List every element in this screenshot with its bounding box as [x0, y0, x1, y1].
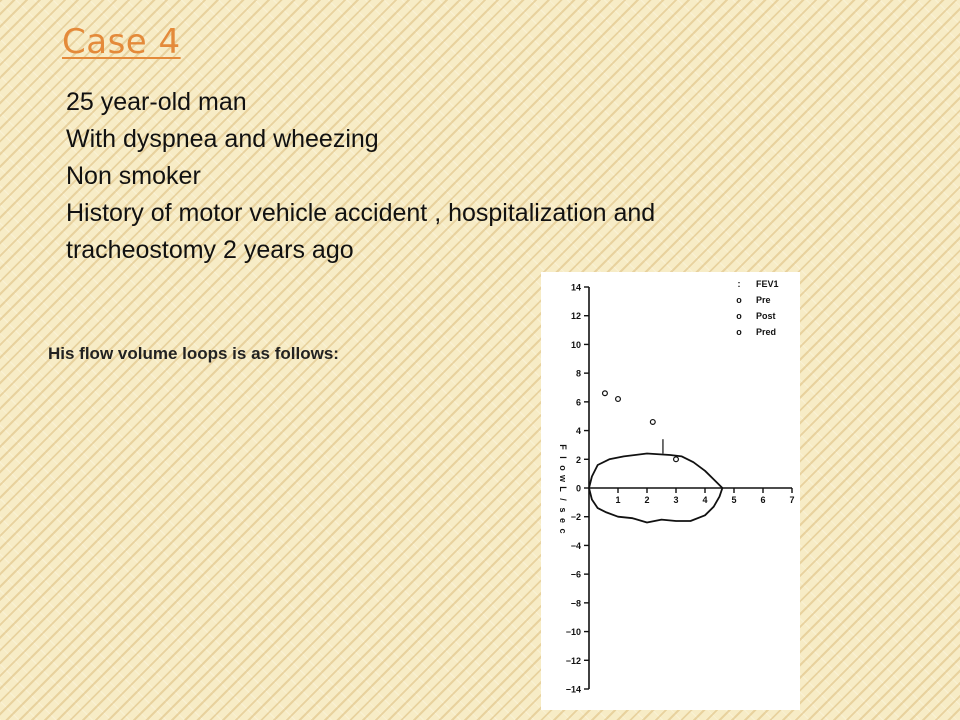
legend-label: FEV1 — [756, 279, 779, 289]
x-tick-label: 6 — [760, 495, 766, 505]
legend-label: Pre — [756, 295, 771, 305]
slide-title: Case 4 — [62, 22, 181, 62]
expiratory-curve — [589, 454, 722, 489]
y-tick-label: 6 — [575, 397, 581, 408]
y-axis-label-char: e — [558, 517, 568, 524]
x-tick-label: 5 — [731, 495, 737, 505]
y-axis-label-char: F — [558, 444, 568, 450]
y-axis-label-char: s — [558, 507, 568, 513]
pred-point — [603, 391, 608, 396]
pred-point — [616, 397, 621, 402]
info-line-smoking: Non smoker — [66, 162, 201, 190]
y-axis-label-char: o — [558, 465, 568, 471]
y-axis-label-char: / — [558, 498, 568, 501]
y-tick-label: −4 — [570, 540, 581, 551]
flow-volume-caption: His flow volume loops is as follows: — [48, 344, 339, 363]
legend-label: Post — [756, 311, 776, 321]
y-tick-label: 14 — [570, 282, 581, 293]
legend-symbol: o — [736, 295, 742, 305]
x-tick-label: 4 — [702, 495, 708, 505]
info-line-history-cont: tracheostomy 2 years ago — [66, 236, 354, 264]
y-tick-label: −10 — [565, 627, 581, 638]
pred-point — [650, 420, 655, 425]
pred-point — [674, 457, 679, 462]
y-tick-label: 0 — [575, 483, 581, 494]
legend-symbol: o — [736, 327, 742, 337]
y-tick-label: 8 — [575, 368, 581, 379]
y-tick-label: 2 — [575, 454, 581, 465]
y-axis-label-char: w — [558, 474, 568, 483]
info-line-age: 25 year-old man — [66, 88, 247, 116]
legend-symbol: o — [736, 311, 742, 321]
x-tick-label: 7 — [789, 495, 795, 505]
y-axis-label-char: L — [558, 486, 568, 492]
y-tick-label: 12 — [570, 311, 581, 322]
info-line-symptoms: With dyspnea and wheezing — [66, 125, 379, 153]
legend-symbol: : — [737, 279, 741, 289]
y-tick-label: 10 — [570, 339, 581, 350]
patient-info — [66, 84, 866, 269]
y-tick-label: −8 — [570, 598, 581, 609]
y-axis-label-char: l — [558, 456, 568, 459]
flow-volume-chart — [541, 272, 800, 710]
x-tick-label: 1 — [615, 495, 621, 505]
x-tick-label: 3 — [673, 495, 679, 505]
y-axis-label-char: c — [558, 528, 568, 534]
y-tick-label: 4 — [575, 426, 581, 437]
info-line-history: History of motor vehicle accident , hospitalization and — [66, 199, 656, 227]
y-tick-label: −12 — [565, 655, 581, 666]
y-tick-label: −14 — [565, 684, 581, 695]
x-tick-label: 2 — [644, 495, 650, 505]
legend-label: Pred — [756, 327, 777, 337]
y-tick-label: −6 — [570, 569, 581, 580]
flow-volume-chart-svg — [541, 272, 800, 710]
inspiratory-curve — [589, 488, 722, 523]
y-tick-label: −2 — [570, 512, 581, 523]
